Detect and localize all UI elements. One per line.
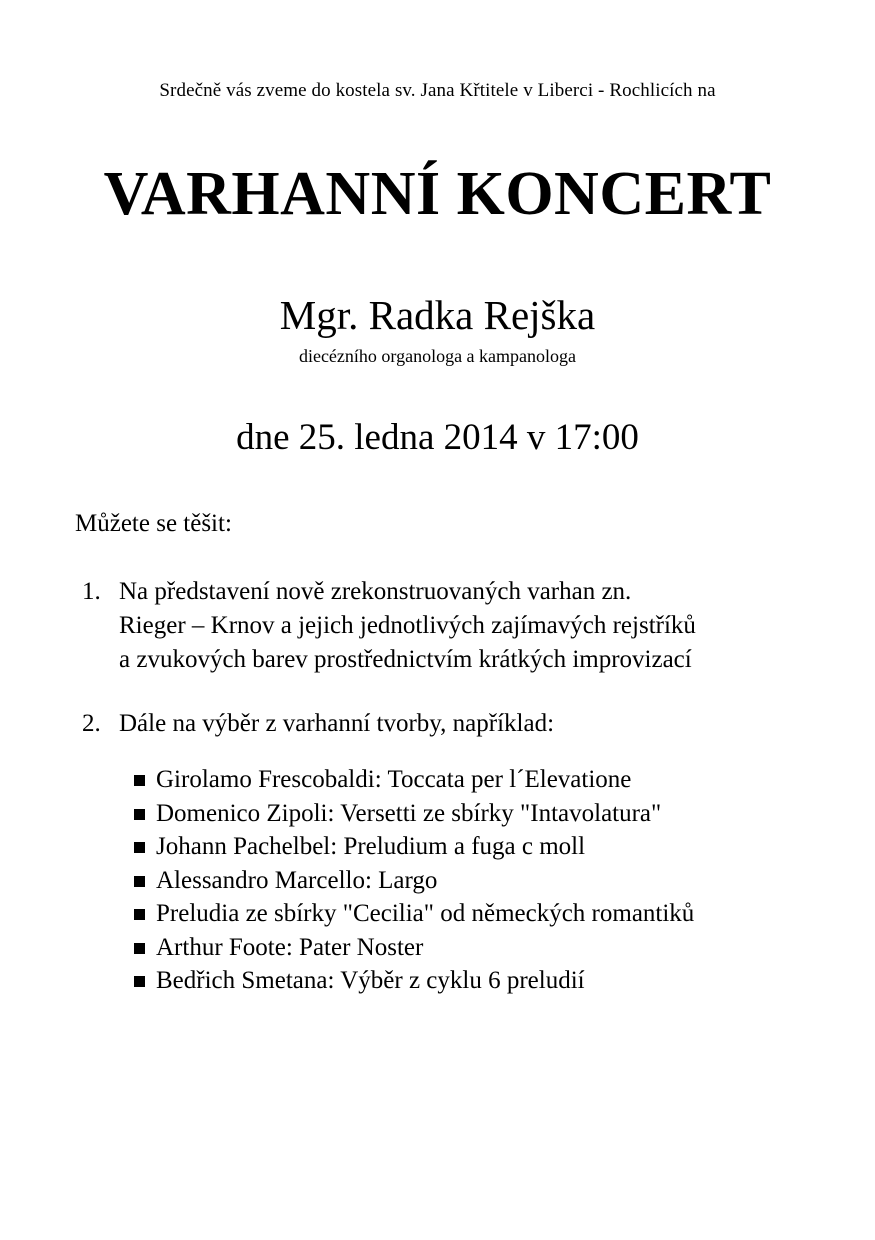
point-line: Rieger – Krnov a jejich jednotlivých zajímavých rejstříků [119,612,696,639]
invitation-text: Srdečně vás zveme do kostela sv. Jana Křtitele v Liberci - Rochlicích na [159,80,716,101]
program-item [132,897,694,931]
concert-datetime: dne 25. ledna 2014 v 17:00 [236,417,639,458]
square-bullet-icon [134,809,145,820]
program-item-text: Johann Pachelbel: Preludium a fuga c moll [156,833,586,860]
program-item [132,797,694,831]
point-line: Na představení nově zrekonstruovaných varhan zn. [119,578,632,605]
concert-title: VARHANNÍ KONCERT [103,160,772,228]
program-item [132,931,694,965]
program-item [132,830,694,864]
square-bullet-icon [134,775,145,786]
program-item-text: Arthur Foote: Pater Noster [156,933,424,961]
program-item [132,964,694,998]
point-number: 2. [82,710,101,737]
square-bullet-icon [134,842,145,853]
performer-role: diecézního organologa a kampanologa [298,346,577,366]
program-item [132,864,694,898]
point-number: 1. [82,578,101,605]
program-item-text: Preludia ze sbírky "Cecilia" od německých romantiků [156,900,695,927]
program-list [132,763,694,998]
performer-name: Mgr. Radka Rejška [279,292,596,338]
program-item [132,763,694,797]
intro-heading: Můžete se těšit: [75,510,232,537]
square-bullet-icon [134,876,145,887]
program-item-text: Bedřich Smetana: Výběr z cyklu 6 preludií [156,967,585,994]
program-item-text: Alessandro Marcello: Largo [156,866,438,894]
point-text [119,707,839,741]
square-bullet-icon [134,976,145,987]
point-text [119,575,839,677]
point-line: a zvukových barev prostřednictvím krátkých improvizací [119,646,692,673]
square-bullet-icon [134,943,145,954]
square-bullet-icon [134,909,145,920]
program-item-text: Domenico Zipoli: Versetti ze sbírky "Intavolatura" [156,799,662,827]
program-item-text: Girolamo Frescobaldi: Toccata per l´Elevatione [156,766,632,793]
point-line: Dále na výběr z varhanní tvorby, například: [119,710,555,737]
